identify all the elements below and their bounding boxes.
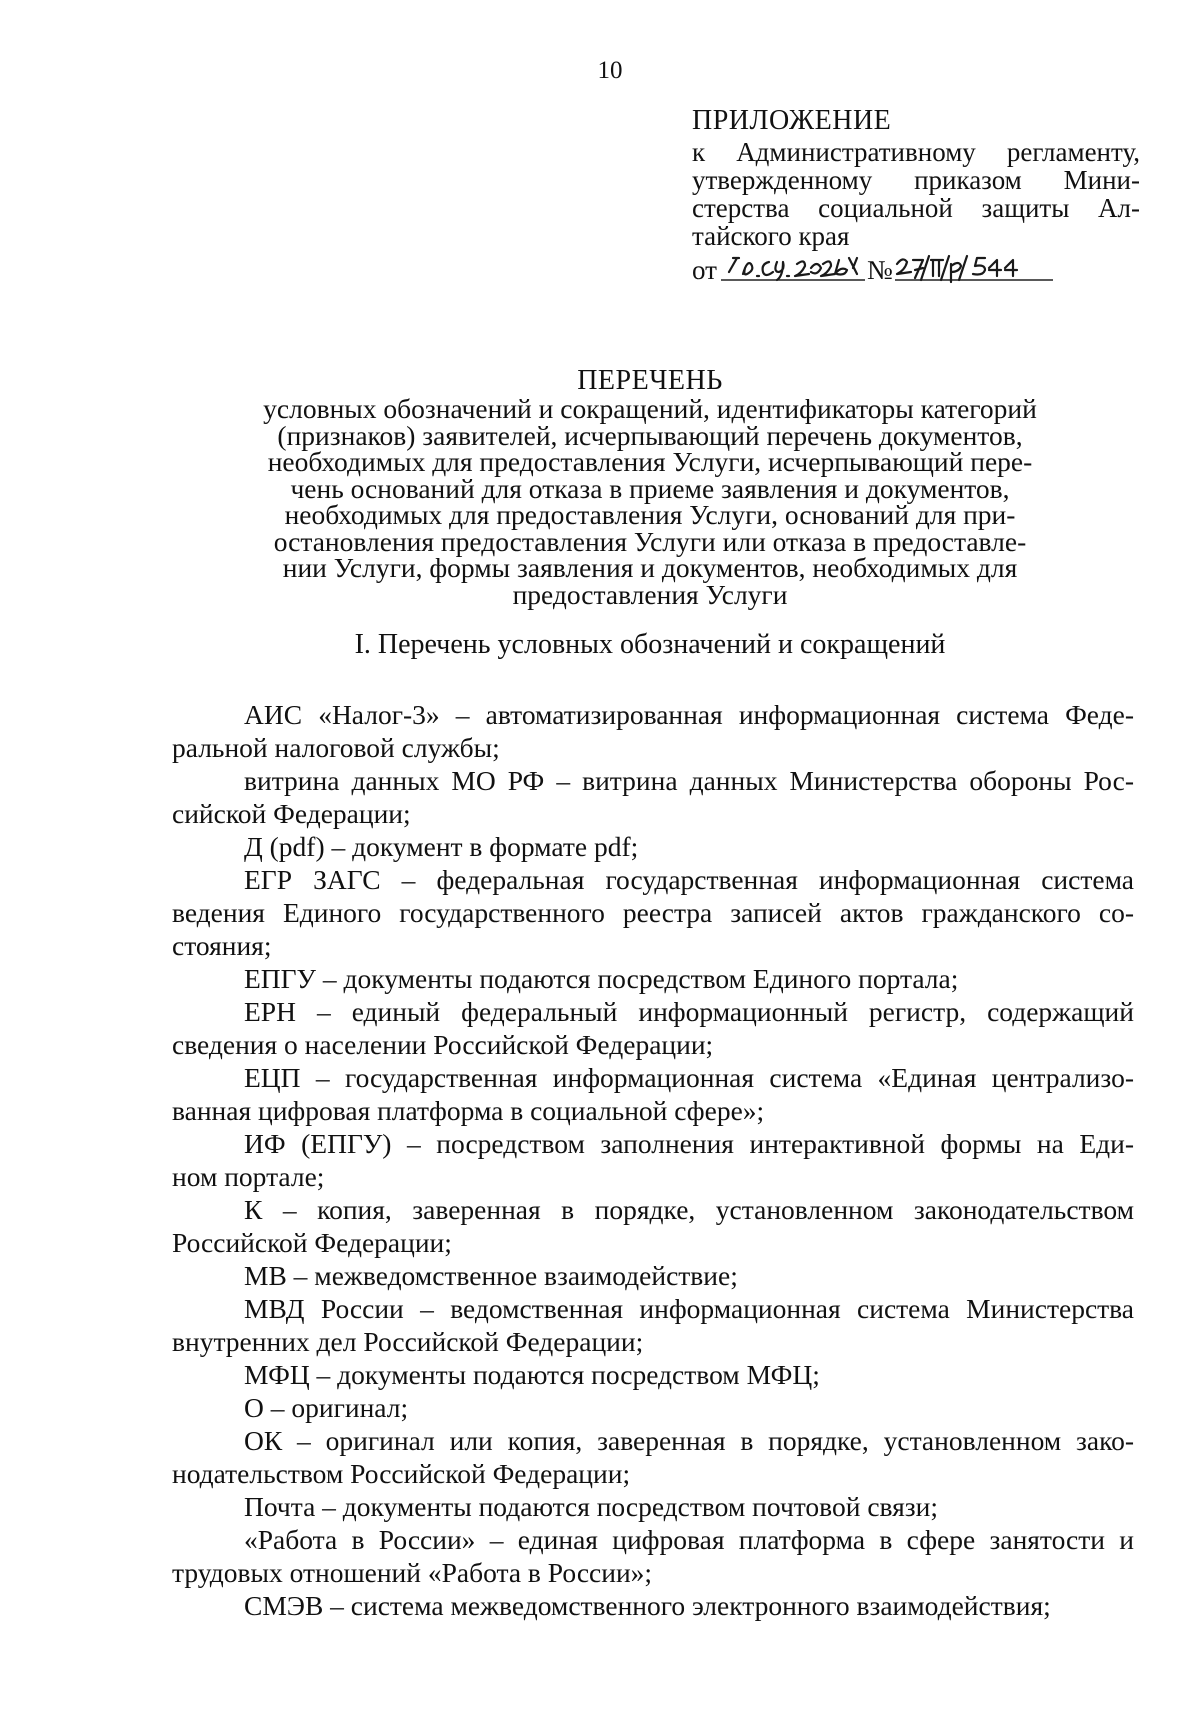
appendix-block xyxy=(692,104,1140,284)
appendix-line: тайского края xyxy=(692,221,850,251)
list-subtitle xyxy=(230,393,1070,610)
body-line: ЕПГУ – документы подаются посредством Единого портала; xyxy=(244,963,959,994)
body-line: нодательством Российской Федерации; xyxy=(172,1458,631,1489)
body-line: СМЭВ – система межведомственного электронного взаимодействия; xyxy=(244,1590,1051,1621)
body-line: Почта – документы подаются посредством почтовой связи; xyxy=(244,1491,939,1522)
body-line: ном портале; xyxy=(172,1161,325,1192)
body-line: ИФ (ЕПГУ) – посредством заполнения интерактивной формы на Еди- xyxy=(244,1128,1134,1159)
list-title: ПЕРЕЧЕНЬ xyxy=(577,365,723,396)
body-line: ведения Единого государственного реестра записей актов гражданского со- xyxy=(172,897,1134,928)
section-heading: I. Перечень условных обозначений и сокращений xyxy=(354,629,946,660)
body-line: внутренних дел Российской Федерации; xyxy=(172,1326,644,1357)
order-line xyxy=(692,250,1140,284)
body-line: ОК – оригинал или копия, заверенная в порядке, установленном зако- xyxy=(244,1425,1134,1456)
subtitle-line: нии Услуги, формы заявления и документов, необходимых для xyxy=(282,552,1018,583)
subtitle-line: необходимых для предоставления Услуги, оснований для при- xyxy=(284,499,1016,530)
abbreviations-list xyxy=(172,698,1134,1622)
body-line: ральной налоговой службы; xyxy=(172,732,500,763)
handwritten-order-date xyxy=(717,250,867,284)
body-line: Российской Федерации; xyxy=(172,1227,452,1258)
body-line: О – оригинал; xyxy=(244,1392,409,1423)
body-line: сийской Федерации; xyxy=(172,798,411,829)
appendix-line: к Административному регламенту, xyxy=(692,137,1140,167)
body-line: витрина данных МО РФ – витрина данных Министерства обороны Рос- xyxy=(244,765,1134,796)
body-line: трудовых отношений «Работа в России»; xyxy=(172,1557,653,1588)
body-line: «Работа в России» – единая цифровая платформа в сфере занятости и xyxy=(244,1524,1134,1555)
subtitle-line: остановления предоставления Услуги или отказа в предоставле- xyxy=(273,525,1027,557)
subtitle-line: предоставления Услуги xyxy=(512,578,788,610)
body-line: ЕРН – единый федеральный информационный регистр, содержащий xyxy=(244,996,1134,1027)
body-line: ЕЦП – государственная информационная система «Единая централизо- xyxy=(244,1062,1134,1093)
body-line: ЕГР ЗАГС – федеральная государственная информационная система xyxy=(244,864,1134,895)
body-line: сведения о населении Российской Федерации; xyxy=(172,1029,714,1060)
body-line: К – копия, заверенная в порядке, установленном законодательством xyxy=(244,1194,1134,1225)
appendix-line: утвержденному приказом Мини- xyxy=(692,165,1140,195)
subtitle-line: необходимых для предоставления Услуги, исчерпывающий пере- xyxy=(267,446,1033,477)
appendix-title: ПРИЛОЖЕНИЕ xyxy=(692,105,892,136)
subtitle-line: условных обозначений и сокращений, идентификаторы категорий xyxy=(263,393,1037,424)
subtitle-line: чень оснований для отказа в приеме заявления и документов, xyxy=(290,472,1010,504)
body-line: стояния; xyxy=(172,930,272,961)
body-line: МФЦ – документы подаются посредством МФЦ; xyxy=(244,1359,820,1390)
body-line: Д (pdf) – документ в формате pdf; xyxy=(244,831,639,862)
order-prefix: от xyxy=(692,255,717,285)
page-number: 10 xyxy=(597,57,623,84)
handwritten-order-number xyxy=(893,250,1059,284)
appendix-line: стерства социальной защиты Ал- xyxy=(692,193,1140,223)
order-number-sign: № xyxy=(866,255,893,285)
body-line: МВД России – ведомственная информационная система Министерства xyxy=(244,1293,1134,1324)
subtitle-line: (признаков) заявителей, исчерпывающий перечень документов, xyxy=(277,419,1023,451)
body-line: ванная цифровая платформа в социальной сфере»; xyxy=(172,1095,765,1126)
body-line: АИС «Налог-3» – автоматизированная информационная система Феде- xyxy=(244,699,1134,730)
body-line: МВ – межведомственное взаимодействие; xyxy=(244,1260,738,1291)
